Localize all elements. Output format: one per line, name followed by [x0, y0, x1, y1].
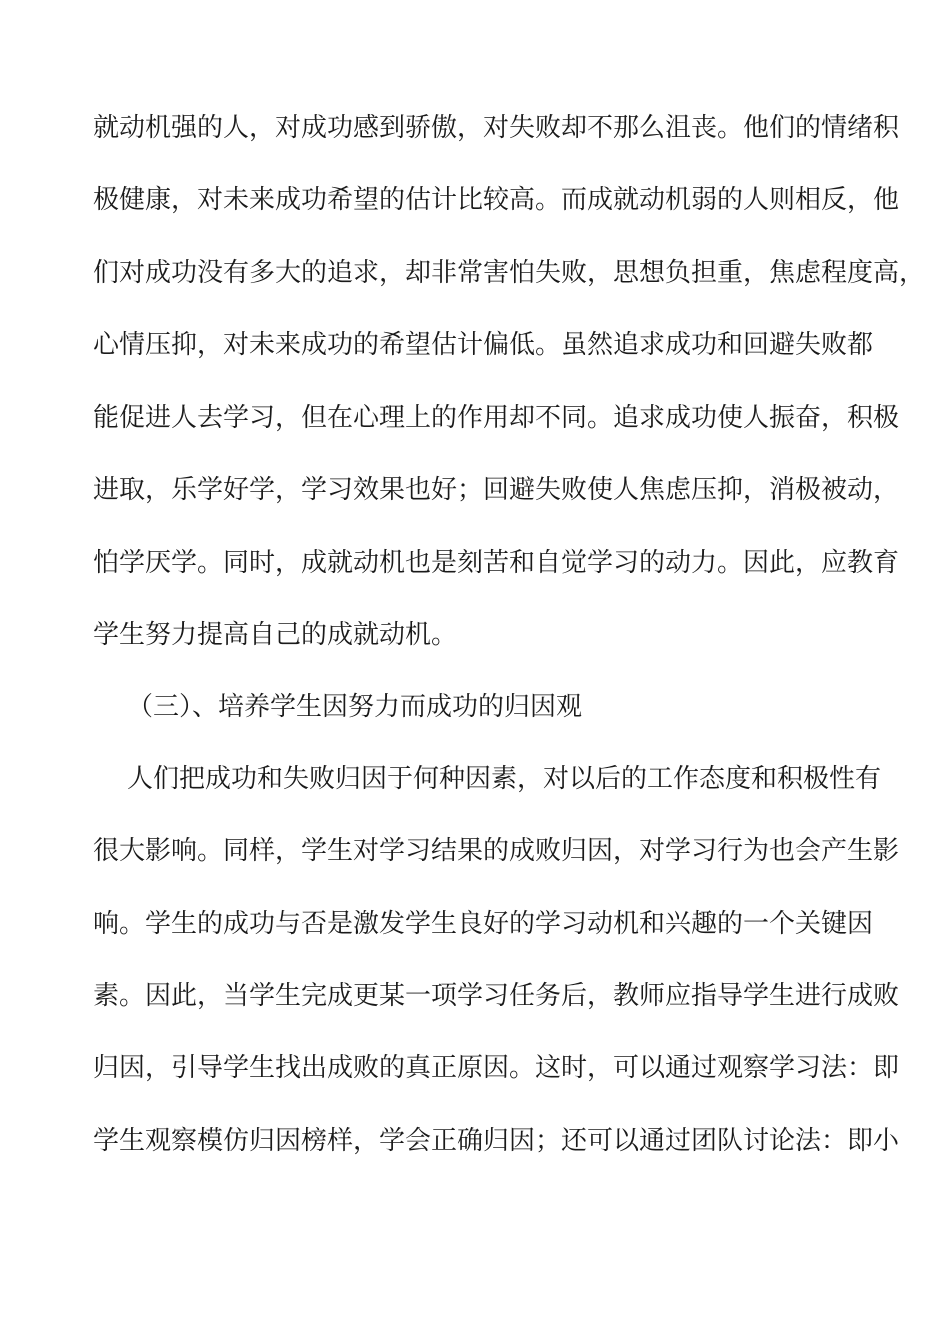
paragraph-line: 进取，乐学好学，学习效果也好；回避失败使人焦虑压抑，消极被动，: [93, 475, 900, 505]
paragraph-line: 怕学厌学。同时，成就动机也是刻苦和自觉学习的动力。因此，应教育: [93, 548, 900, 578]
paragraph-line: 响。学生的成功与否是激发学生良好的学习动机和兴趣的一个关键因: [93, 909, 874, 939]
paragraph-line: 学生努力提高自己的成就动机。: [93, 620, 458, 650]
paragraph-line: 就动机强的人，对成功感到骄傲，对失败却不那么沮丧。他们的情绪积: [93, 113, 900, 143]
paragraph-line: 人们把成功和失败归因于何种因素，对以后的工作态度和积极性有: [127, 764, 882, 794]
paragraph-line: 学生观察模仿归因榜样，学会正确归因；还可以通过团队讨论法：即小: [93, 1126, 900, 1156]
paragraph-line: 们对成功没有多大的追求，却非常害怕失败，思想负担重，焦虑程度高，: [93, 258, 926, 288]
paragraph-line: 归因，引导学生找出成败的真正原因。这时，可以通过观察学习法：即: [93, 1053, 900, 1083]
paragraph-line: 心情压抑，对未来成功的希望估计偏低。虽然追求成功和回避失败都: [93, 330, 874, 360]
section-heading: （三）、培养学生因努力而成功的归因观: [127, 692, 583, 722]
paragraph-line: 素。因此，当学生完成更某一项学习任务后，教师应指导学生进行成败: [93, 981, 900, 1011]
paragraph-line: 很大影响。同样，学生对学习结果的成败归因，对学习行为也会产生影: [93, 836, 900, 866]
paragraph-line: 极健康，对未来成功希望的估计比较高。而成就动机弱的人则相反，他: [93, 185, 900, 215]
paragraph-line: 能促进人去学习，但在心理上的作用却不同。追求成功使人振奋，积极: [93, 403, 900, 433]
